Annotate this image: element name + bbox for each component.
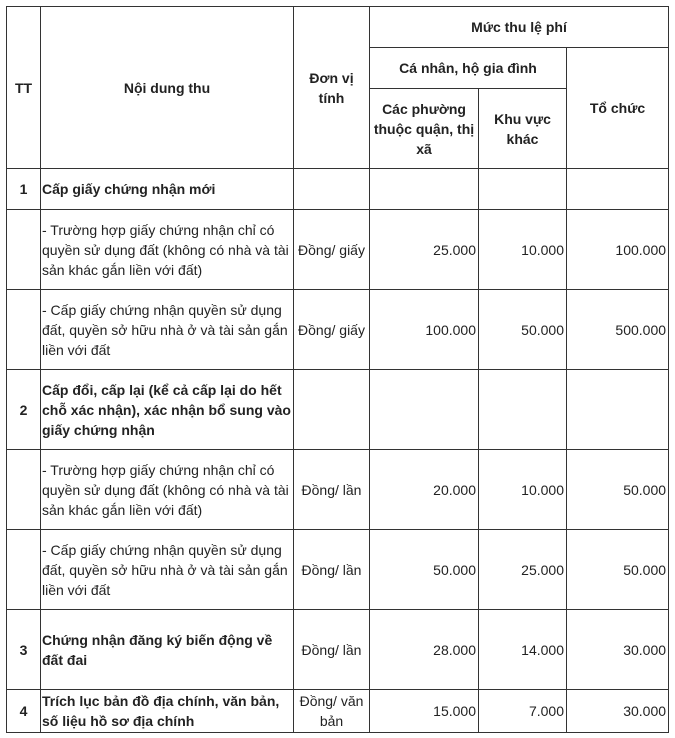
row-fee-khac <box>479 370 567 450</box>
table-row <box>7 210 669 290</box>
row-fee-khac: 14.000 <box>479 610 567 690</box>
row-content: Trích lục bản đồ địa chính, văn bản, số liệu hồ sơ địa chính <box>41 690 294 733</box>
row-number: 1 <box>7 169 41 210</box>
row-content: Cấp đổi, cấp lại (kể cả cấp lại do hết chỗ xác nhận), xác nhận bổ sung vào giấy chứng nhận <box>41 370 294 450</box>
row-number <box>7 530 41 610</box>
row-unit: Đồng/ lần <box>294 450 370 530</box>
row-fee-phuong <box>370 370 479 450</box>
table-row <box>7 690 669 733</box>
header-tt: TT <box>7 7 41 169</box>
row-fee-phuong <box>370 169 479 210</box>
row-fee-to-chuc: 50.000 <box>567 530 669 610</box>
row-fee-to-chuc: 30.000 <box>567 690 669 733</box>
row-unit: Đồng/ lần <box>294 530 370 610</box>
header-muc-thu: Mức thu lệ phí <box>370 7 669 48</box>
row-number: 2 <box>7 370 41 450</box>
header-don-vi: Đơn vị tính <box>294 7 370 169</box>
row-number <box>7 290 41 370</box>
row-unit: Đồng/ giấy <box>294 290 370 370</box>
row-fee-khac: 50.000 <box>479 290 567 370</box>
row-content: - Cấp giấy chứng nhận quyền sử dụng đất, quyền sở hữu nhà ở và tài sản gắn liền với đất <box>41 530 294 610</box>
row-content: Cấp giấy chứng nhận mới <box>41 169 294 210</box>
row-unit <box>294 370 370 450</box>
row-unit: Đồng/ lần <box>294 610 370 690</box>
table-row <box>7 370 669 450</box>
row-fee-khac: 25.000 <box>479 530 567 610</box>
table-row <box>7 169 669 210</box>
row-unit: Đồng/ văn bản <box>294 690 370 733</box>
row-number: 3 <box>7 610 41 690</box>
row-fee-khac: 10.000 <box>479 450 567 530</box>
row-content: Chứng nhận đăng ký biến động về đất đai <box>41 610 294 690</box>
row-fee-to-chuc: 50.000 <box>567 450 669 530</box>
header-to-chuc: Tổ chức <box>567 48 669 169</box>
row-fee-phuong: 50.000 <box>370 530 479 610</box>
row-fee-khac <box>479 169 567 210</box>
row-unit: Đồng/ giấy <box>294 210 370 290</box>
row-unit <box>294 169 370 210</box>
row-fee-to-chuc: 500.000 <box>567 290 669 370</box>
row-fee-khac: 7.000 <box>479 690 567 733</box>
row-content: - Cấp giấy chứng nhận quyền sử dụng đất, quyền sở hữu nhà ở và tài sản gắn liền với đất <box>41 290 294 370</box>
row-number <box>7 210 41 290</box>
row-fee-to-chuc <box>567 169 669 210</box>
row-fee-to-chuc <box>567 370 669 450</box>
table-row <box>7 530 669 610</box>
row-fee-phuong: 28.000 <box>370 610 479 690</box>
row-fee-to-chuc: 30.000 <box>567 610 669 690</box>
row-fee-phuong: 25.000 <box>370 210 479 290</box>
fee-table <box>6 6 669 733</box>
header-khu-vuc-khac: Khu vực khác <box>479 89 567 169</box>
header-cac-phuong: Các phường thuộc quận, thị xã <box>370 89 479 169</box>
row-fee-phuong: 15.000 <box>370 690 479 733</box>
table-row <box>7 290 669 370</box>
row-fee-to-chuc: 100.000 <box>567 210 669 290</box>
row-content: - Trường hợp giấy chứng nhận chỉ có quyền sử dụng đất (không có nhà và tài sản khác gắn liền với đất) <box>41 450 294 530</box>
row-fee-phuong: 100.000 <box>370 290 479 370</box>
header-ca-nhan: Cá nhân, hộ gia đình <box>370 48 567 89</box>
row-content: - Trường hợp giấy chứng nhận chỉ có quyền sử dụng đất (không có nhà và tài sản khác gắn liền với đất) <box>41 210 294 290</box>
table-row <box>7 610 669 690</box>
table-row <box>7 450 669 530</box>
row-fee-khac: 10.000 <box>479 210 567 290</box>
row-number: 4 <box>7 690 41 733</box>
header-noi-dung: Nội dung thu <box>41 7 294 169</box>
row-fee-phuong: 20.000 <box>370 450 479 530</box>
row-number <box>7 450 41 530</box>
